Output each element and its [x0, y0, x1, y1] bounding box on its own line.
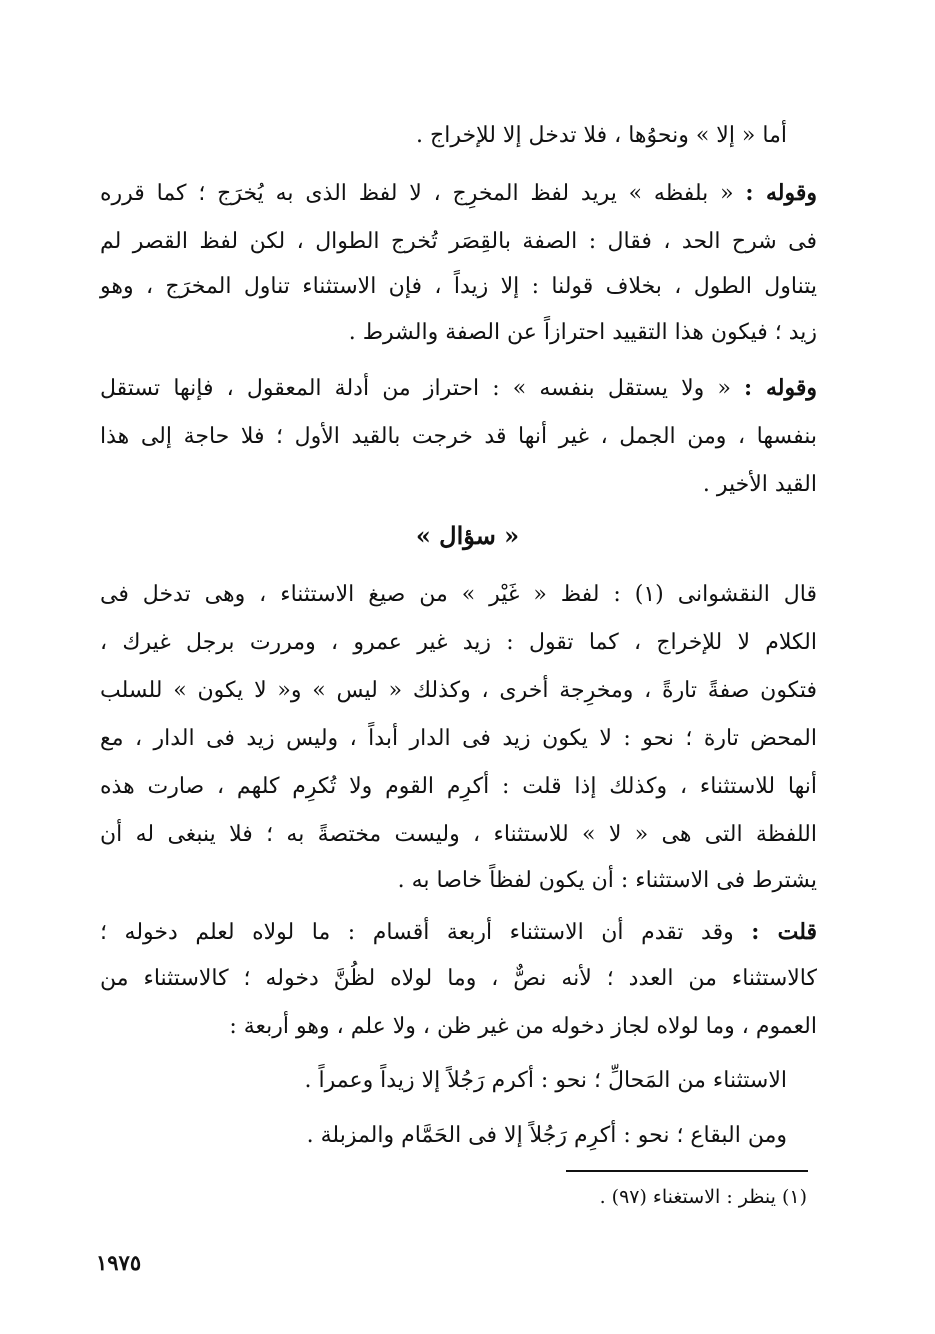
- footnote: (١) ينظر : الاستغناء (٩٧) .: [599, 1186, 807, 1208]
- footnote-divider: [566, 1170, 808, 1172]
- text-line: كالاستثناء من العدد ؛ لأنه نصٌّ ، وما لولاه لظُنَّ دخوله ؛ كالاستثناء من: [100, 966, 817, 991]
- page-number: ١٩٧٥: [96, 1250, 142, 1275]
- text-line: يتناول الطول ، بخلاف قولنا : إلا زيداً ، فإن الاستثناء تناول المخرَج ، وهو: [100, 274, 817, 299]
- text-line: [100, 917, 817, 948]
- text-fragment: « بلفظه » يريد لفظ المخرِج ، لا لفظ الذى به يُخرَج ؛ كما قرره: [100, 181, 734, 206]
- text-line: ومن البقاع ؛ نحو : أكرِم رَجُلاً إلا فى الحَمَّام والمزبلة .: [306, 1123, 787, 1148]
- text-line: بنفسها ، ومن الجمل ، غير أنها قد خرجت بالقيد الأول ؛ فلا حاجة إلى هذا: [100, 424, 817, 449]
- lead-term: وقوله :: [745, 180, 817, 206]
- text-fragment: « ولا يستقل بنفسه » : احتراز من أدلة المعقول ، فإنها تستقل: [100, 376, 731, 401]
- text-line: فتكون صفةً تارةً ، ومخرِجة أخرى ، وكذلك « ليس » و« لا يكون » للسلب: [100, 678, 817, 703]
- lead-term: وقوله :: [744, 375, 817, 401]
- text-line: فى شرح الحد ، فقال : الصفة بالقِصَر تُخرج الطوال ، لكن لفظ القصر لم: [100, 229, 817, 254]
- text-line: [100, 373, 817, 404]
- section-heading: « سؤال »: [415, 521, 520, 550]
- text-line: [100, 178, 817, 209]
- text-line: أنها للاستثناء ، وكذلك إذا قلت : أكرِم القوم ولا تُكرِم كلهم ، صارت هذه: [100, 774, 817, 799]
- lead-term: قلت :: [751, 919, 817, 945]
- text-line: أما « إلا » ونحوُها ، فلا تدخل إلا للإخراج .: [416, 123, 787, 148]
- text-line: اللفظة التى هى « لا » للاستثناء ، وليست مختصةً به ؛ فلا ينبغى له أن: [100, 822, 817, 847]
- text-line: قال النقشوانى (١) : لفظ « غَيْر » من صيغ الاستثناء ، وهى تدخل فى: [100, 582, 817, 607]
- text-line: المحض تارة ؛ نحو : لا يكون زيد فى الدار أبداً ، وليس زيد فى الدار ، مع: [100, 726, 817, 751]
- text-line: الكلام لا للإخراج ، كما تقول : زيد غير عمرو ، ومررت برجل غيرك ،: [100, 630, 817, 655]
- text-line: القيد الأخير .: [702, 472, 817, 497]
- text-line: يشترط فى الاستثناء : أن يكون لفظاً خاصا به .: [397, 868, 817, 893]
- text-line: العموم ، وما لولاه لجاز دخوله من غير ظن ، ولا علم ، وهو أربعة :: [229, 1014, 817, 1039]
- text-line: زيد ؛ فيكون هذا التقييد احترازاً عن الصفة والشرط .: [348, 320, 817, 345]
- text-fragment: وقد تقدم أن الاستثناء أربعة أقسام : ما لولاه لعلم دخوله ؛: [100, 920, 734, 945]
- text-line: الاستثناء من المَحالِّ ؛ نحو : أكرم رَجُلاً إلا زيداً وعمراً .: [304, 1068, 787, 1093]
